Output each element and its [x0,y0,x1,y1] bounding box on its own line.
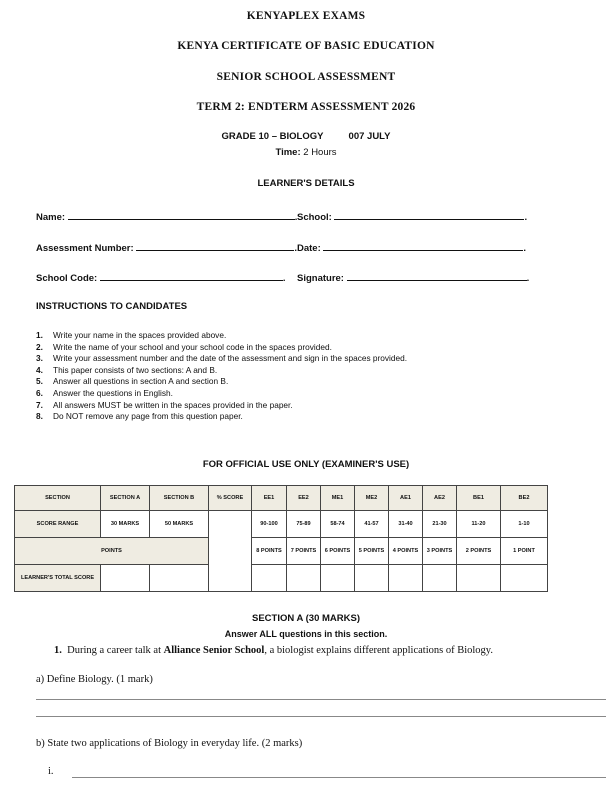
instruction-item [36,400,407,412]
total-score-entry-cell[interactable] [252,565,287,592]
instruction-item [36,388,407,400]
points-cell: 4 POINTS [389,538,423,565]
points-cell: 2 POINTS [457,538,501,565]
score-table-header-cell: EE1 [252,486,287,511]
total-score-entry-cell[interactable] [355,565,389,592]
score-table-header-cell: SECTION A [101,486,150,511]
score-table-header-cell: ME2 [355,486,389,511]
total-score-entry-cell[interactable] [287,565,321,592]
score-table-header-cell: ME1 [321,486,355,511]
total-score-row [15,565,548,592]
school-label: School: [297,212,332,223]
instructions-list [36,330,407,423]
instruction-number: 1. [36,330,43,340]
question-1b: b) State two applications of Biology in everyday life. (2 marks) [36,738,303,749]
school-code-line[interactable] [100,271,283,281]
grade-subject: GRADE 10 – BIOLOGY [221,131,324,142]
question-1-number: 1. [54,645,62,656]
percent-score-cell[interactable] [209,511,252,592]
question-1-school: Alliance Senior School [163,645,265,656]
exam-date: 007 JULY [348,131,391,142]
points-label: POINTS [15,538,209,565]
points-cell: 7 POINTS [287,538,321,565]
score-range-row [15,511,548,538]
total-score-entry-cell[interactable] [457,565,501,592]
exam-body-title: KENYAPLEX EXAMS [246,10,366,22]
instructions-title: INSTRUCTIONS TO CANDIDATES [36,301,188,312]
total-score-entry-cell[interactable] [389,565,423,592]
score-range-cell: 58-74 [321,511,355,538]
score-range-cell: 90-100 [252,511,287,538]
term-title: TERM 2: ENDTERM ASSESSMENT 2026 [196,101,416,113]
section-a-title: SECTION A (30 MARKS) [251,613,361,624]
assessment-number-line[interactable] [136,241,294,251]
signature-label: Signature: [297,273,344,284]
score-table-header-cell: BE2 [501,486,548,511]
question-1b-item-i: i. [48,766,54,777]
score-table [14,485,548,592]
answer-line-1a-2[interactable] [36,716,606,717]
score-range-label: SCORE RANGE [15,511,101,538]
instruction-item [36,411,407,423]
total-score-entry-cell[interactable] [321,565,355,592]
score-range-cell: 75-89 [287,511,321,538]
name-label: Name: [36,212,66,223]
instruction-number: 3. [36,353,43,364]
score-table-header-cell: AE1 [389,486,423,511]
signature-line[interactable] [347,271,527,281]
score-table-header-cell: EE2 [287,486,321,511]
score-table-header-cell: % SCORE [209,486,252,511]
time-line [0,147,612,158]
instruction-number: 5. [36,376,43,387]
name-line[interactable] [68,210,295,220]
score-table-header-cell: BE1 [457,486,501,511]
time-label: Time: [275,147,301,158]
school-line[interactable] [334,210,524,220]
school-code-label: School Code: [36,273,98,284]
section-a-marks: 30 MARKS [101,511,150,538]
total-section-a-cell[interactable] [101,565,150,592]
points-cell: 3 POINTS [423,538,457,565]
score-table-header-cell: SECTION [15,486,101,511]
instruction-item [36,330,407,342]
points-cell: 6 POINTS [321,538,355,565]
learner-details-title: LEARNER'S DETAILS [257,178,355,189]
total-score-entry-cell[interactable] [501,565,548,592]
score-table-header-row [15,486,548,511]
score-range-cell: 11-20 [457,511,501,538]
instruction-item [36,376,407,388]
total-score-entry-cell[interactable] [423,565,457,592]
instruction-text: Write your name in the spaces provided above. [53,330,227,340]
instruction-item [36,353,407,365]
certificate-title: KENYA CERTIFICATE OF BASIC EDUCATION [177,40,435,52]
instruction-number: 6. [36,387,43,398]
instruction-item [36,365,407,377]
question-1-text-start: During a career talk at [67,645,161,656]
instruction-text: Write the name of your school and your school code in the spaces provided. [53,341,332,352]
question-1 [54,645,493,656]
section-b-marks: 50 MARKS [150,511,209,538]
instruction-number: 2. [36,341,43,352]
answer-line-1b-i[interactable] [72,777,606,778]
instruction-number: 8. [36,411,43,422]
score-range-cell: 21-30 [423,511,457,538]
question-1-text-end: , a biologist explains different applications of Biology. [264,645,493,656]
school-field[interactable]: School: . [297,212,528,223]
section-a-instruction: Answer ALL questions in this section. [224,629,388,639]
instruction-text: Answer the questions in English. [53,387,173,398]
points-cell: 1 POINT [501,538,548,565]
school-code-field[interactable]: School Code: . [36,273,286,284]
question-1a: a) Define Biology. (1 mark) [36,674,153,685]
time-value: 2 Hours [303,147,337,158]
instruction-number: 7. [36,399,43,410]
points-row [15,538,548,565]
date-field[interactable]: Date: . [297,243,527,254]
name-field[interactable]: Name: . [36,212,298,223]
grade-subject-line [0,131,612,142]
total-section-b-cell[interactable] [150,565,209,592]
instruction-text: Do NOT remove any page from this question paper. [53,411,243,422]
score-table-header-cell: AE2 [423,486,457,511]
official-use-title: FOR OFFICIAL USE ONLY (EXAMINER'S USE) [202,459,410,470]
signature-field[interactable]: Signature: . [297,273,530,284]
score-range-cell: 31-40 [389,511,423,538]
date-label: Date: [297,243,321,254]
instruction-text: This paper consists of two sections: A and B. [53,364,218,375]
score-range-cell: 1-10 [501,511,548,538]
assessment-number-label: Assessment Number: [36,243,134,254]
date-line[interactable] [323,241,523,251]
assessment-title: SENIOR SCHOOL ASSESSMENT [216,71,396,83]
instruction-text: All answers MUST be written in the spaces provided in the paper. [53,399,293,410]
instruction-item [36,342,407,354]
assessment-number-field[interactable]: Assessment Number: . [36,243,297,254]
points-cell: 8 POINTS [252,538,287,565]
instruction-text: Write your assessment number and the date of the assessment and sign in the spaces provided. [53,353,408,364]
score-range-cell: 41-57 [355,511,389,538]
answer-line-1a-1[interactable] [36,699,606,700]
instruction-text: Answer all questions in section A and section B. [53,376,229,387]
instruction-number: 4. [36,364,43,375]
score-table-header-cell: SECTION B [150,486,209,511]
points-cell: 5 POINTS [355,538,389,565]
total-score-label: LEARNER'S TOTAL SCORE [15,565,101,592]
